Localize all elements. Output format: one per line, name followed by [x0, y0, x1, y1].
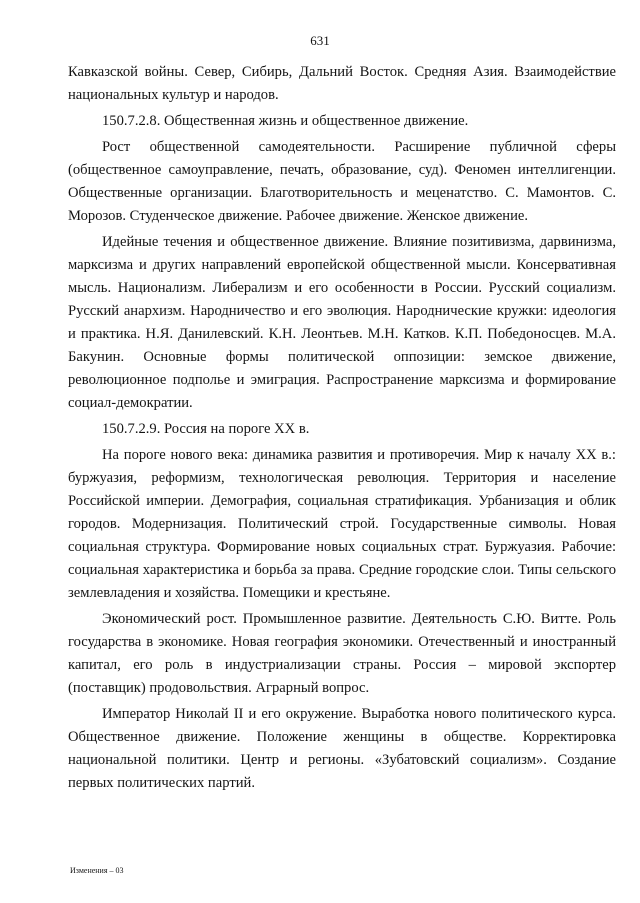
paragraph-new-century: На пороге нового века: динамика развития и противоречия. Мир к началу XX в.: буржуазия, реформизм, технологическая революция. Территория и население Российской империи. Демография, социальная стратификация. Урбанизация и облик городов. Модернизация. Политический строй. Государственные символы. Новая социальная структура. Формирование новых социальных страт. Буржуазия. Рабочие: социальная характеристика и борьба за права. Средние городские слои. Типы сельского землевладения и хозяйства. Помещики и крестьяне.	[68, 447, 616, 601]
paragraph-public-activity: Рост общественной самодеятельности. Расширение публичной сферы (общественное самоуправление, печать, образование, суд). Феномен интеллигенции. Общественные организации. Благотворительность и меценатство. С. Мамонтов. С. Морозов. Студенческое движение. Рабочее движение. Женское движение.	[68, 139, 616, 224]
paragraph-economic-growth: Экономический рост. Промышленное развитие. Деятельность С.Ю. Витте. Роль государства в экономике. Новая география экономики. Отечественный и иностранный капитал, его роль в индустриализации страны. Россия – мировой экспортер (поставщик) продовольствия. Аграрный вопрос.	[68, 611, 616, 696]
revision-footer: Изменения – 03	[70, 866, 124, 875]
section-heading-150-7-2-9: 150.7.2.9. Россия на пороге XX в.	[102, 421, 310, 437]
paragraph-ideological-currents: Идейные течения и общественное движение. Влияние позитивизма, дарвинизма, марксизма и других направлений европейской общественной мысли. Консервативная мысль. Национализм. Либерализм и его особенности в России. Русский социализм. Русский анархизм. Народничество и его эволюция. Народнические кружки: идеология и практика. Н.Я. Данилевский. К.Н. Леонтьев. М.Н. Катков. К.П. Победоносцев. М.А. Бакунин. Основные формы политической оппозиции: земское движение, революционное подполье и эмиграция. Распространение марксизма и формирование социал-демократии.	[68, 234, 616, 411]
paragraph-continuation: Кавказской войны. Север, Сибирь, Дальний Восток. Средняя Азия. Взаимодействие национальных культур и народов.	[68, 64, 616, 103]
page-number: 631	[310, 33, 330, 48]
document-body	[68, 61, 616, 795]
section-heading-150-7-2-8: 150.7.2.8. Общественная жизнь и общественное движение.	[102, 113, 469, 129]
paragraph-emperor-nicholas: Император Николай II и его окружение. Выработка нового политического курса. Общественное движение. Положение женщины в обществе. Корректировка национальной политики. Центр и регионы. «Зубатовский социализм». Создание первых политических партий.	[68, 706, 616, 791]
